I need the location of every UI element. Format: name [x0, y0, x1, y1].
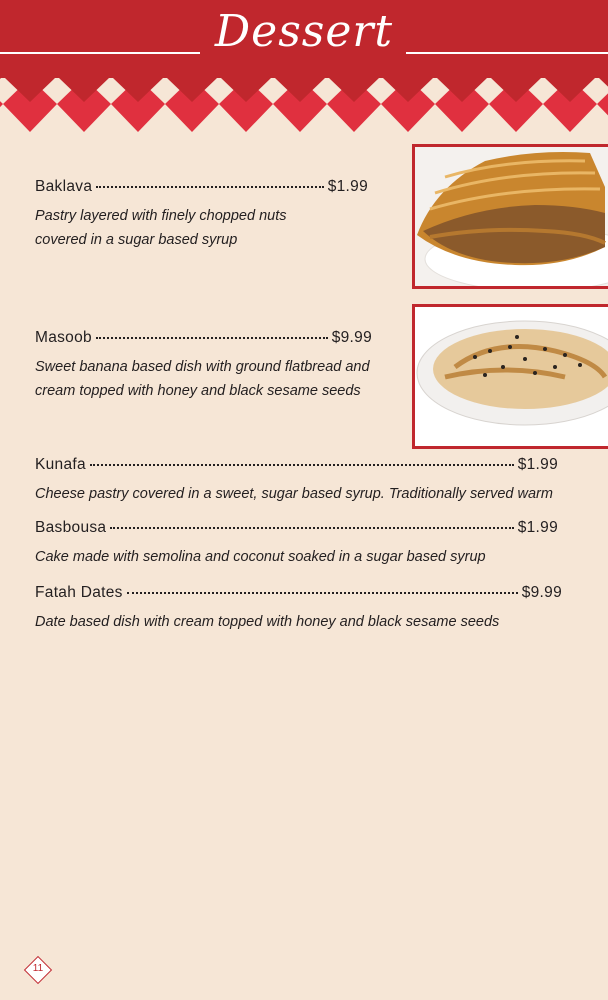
- dot-leader: [127, 591, 518, 594]
- item-description: [35, 545, 558, 569]
- menu-item-baklava: [35, 178, 368, 252]
- page-number: 11: [32, 963, 44, 974]
- menu-item-line: [35, 456, 558, 474]
- item-description: [35, 482, 558, 506]
- menu-item-fatah-dates: [35, 584, 562, 634]
- description-line: Pastry layered with finely chopped nuts: [35, 208, 287, 224]
- item-price: $1.99: [517, 519, 558, 536]
- item-price: $1.99: [327, 178, 368, 195]
- description-line: covered in a sugar based syrup: [35, 232, 238, 248]
- dot-leader: [96, 185, 323, 188]
- header-banner: [0, 0, 608, 140]
- item-description: [35, 355, 372, 403]
- dot-leader: [90, 463, 514, 466]
- dot-leader: [96, 336, 328, 339]
- page-title: Dessert: [214, 6, 394, 57]
- page-number-badge: [24, 956, 52, 984]
- description-line: Date based dish with cream topped with honey and black sesame seeds: [35, 614, 500, 630]
- item-name: Masoob: [35, 329, 92, 346]
- description-line: cream topped with honey and black sesame seeds: [35, 383, 361, 399]
- item-price: $9.99: [521, 584, 562, 601]
- item-description: [35, 204, 368, 252]
- baklava-photo: [412, 144, 608, 289]
- masoob-photo: [412, 304, 608, 449]
- dot-leader: [110, 526, 513, 529]
- menu-item-basbousa: [35, 519, 558, 569]
- border-diamond: [0, 78, 3, 132]
- menu-item-line: [35, 329, 372, 347]
- item-name: Basbousa: [35, 519, 107, 536]
- item-name: Baklava: [35, 178, 93, 195]
- description-line: Sweet banana based dish with ground flatbread and: [35, 359, 370, 375]
- menu-item-line: [35, 519, 558, 537]
- item-price: $1.99: [517, 456, 558, 473]
- item-name: Fatah Dates: [35, 584, 123, 601]
- menu-item-line: [35, 584, 562, 602]
- description-line: Cheese pastry covered in a sweet, sugar based syrup. Traditionally served warm: [35, 486, 553, 502]
- item-description: [35, 610, 562, 634]
- border-diamond: [597, 78, 608, 132]
- description-line: Cake made with semolina and coconut soaked in a sugar based syrup: [35, 549, 486, 565]
- menu-item-line: [35, 178, 368, 196]
- menu-item-masoob: [35, 329, 372, 403]
- item-name: Kunafa: [35, 456, 86, 473]
- menu-item-kunafa: [35, 456, 558, 506]
- item-price: $9.99: [331, 329, 372, 346]
